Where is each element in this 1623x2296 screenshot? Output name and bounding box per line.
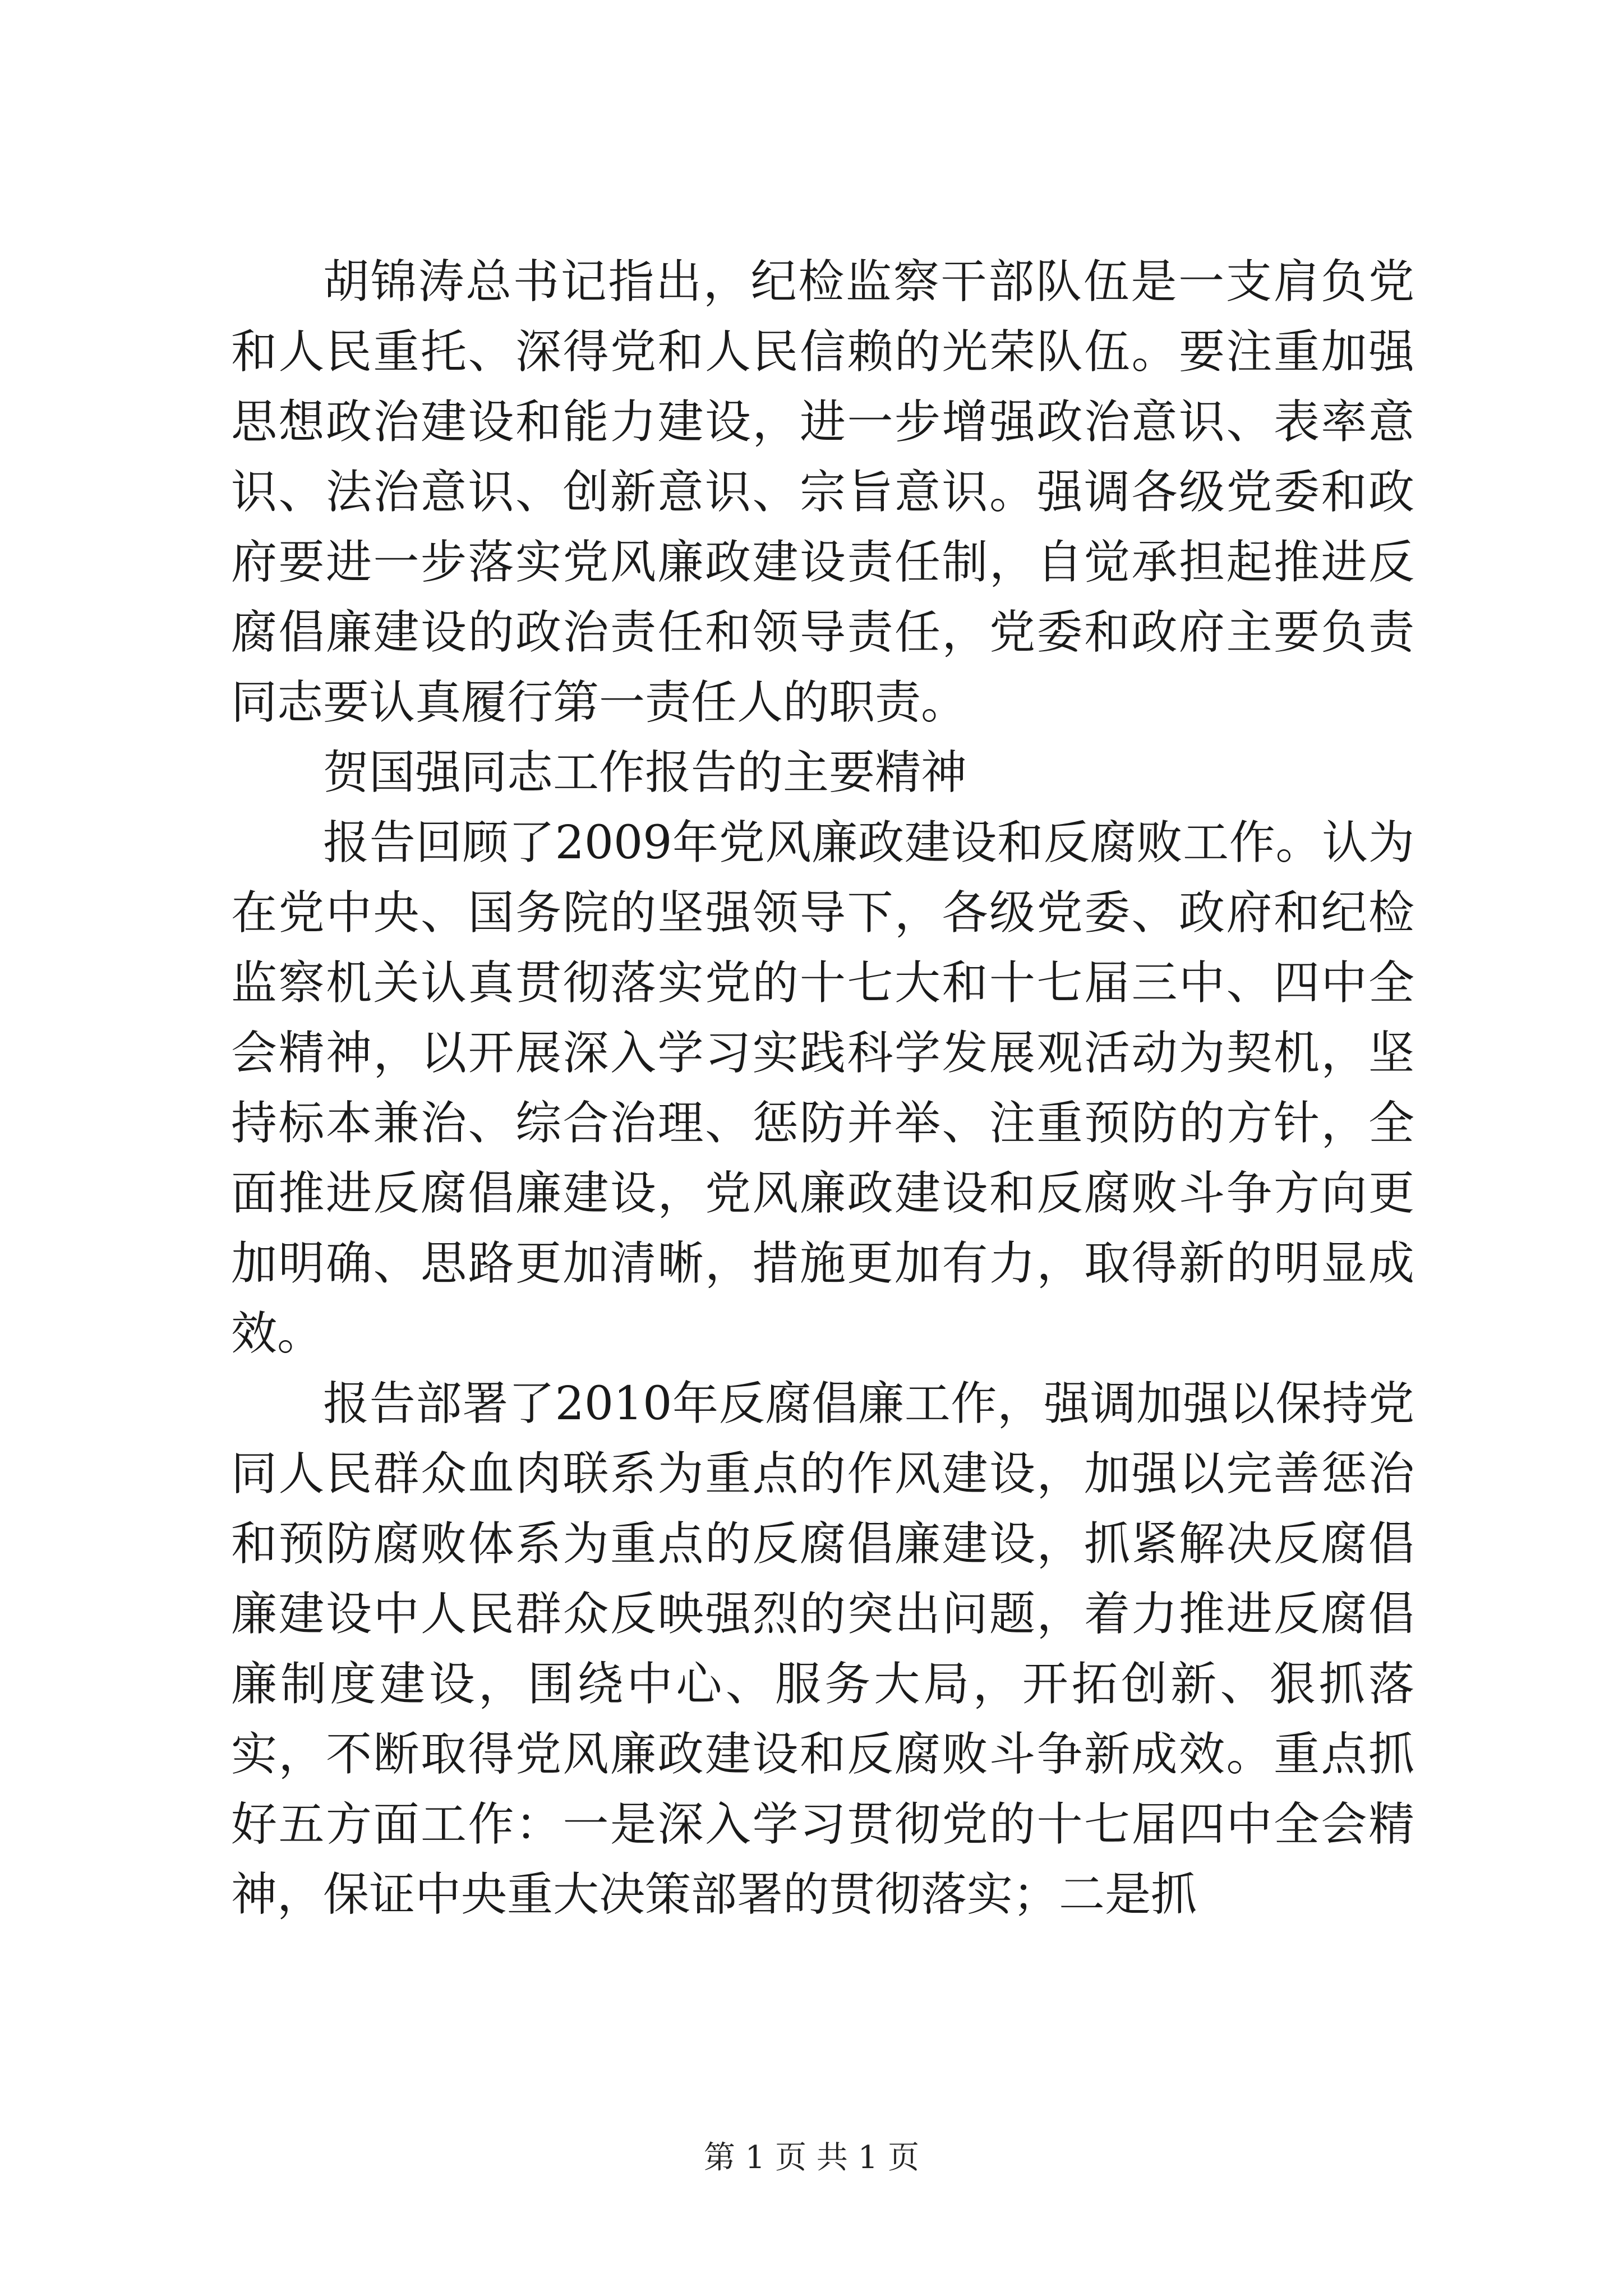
paragraph-report-plan-2010: 报告部署了2010年反腐倡廉工作，强调加强以保持党同人民群众血肉联系为重点的作风建设，加强以完善惩治和预防腐败体系为重点的反腐倡廉建设，抓紧解决反腐倡廉建设中人民群众反映强烈的突出问题，着力推进反腐倡廉制度建设，围绕中心、服务大局，开拓创新、狠抓落实，不断取得党风廉政建设和反腐败斗争新成效。重点抓好五方面工作：一是深入学习贯彻党的十七届四中全会精神，保证中央重大决策部署的贯彻落实；二是抓 <box>231 1377 1414 1921</box>
paragraph-report-review-2009: 报告回顾了2009年党风廉政建设和反腐败工作。认为在党中央、国务院的坚强领导下，各级党委、政府和纪检监察机关认真贯彻落实党的十七大和十七届三中、四中全会精神，以开展深入学习实践科学发展观活动为契机，坚持标本兼治、综合治理、惩防并举、注重预防的方针，全面推进反腐倡廉建设，党风廉政建设和反腐败斗争方向更加明确、思路更加清晰，措施更加有力，取得新的明显成效。 <box>231 816 1414 1360</box>
document-body <box>231 247 1414 1930</box>
paragraph-hu-jintao-remarks: 胡锦涛总书记指出，纪检监察干部队伍是一支肩负党和人民重托、深得党和人民信赖的光荣队伍。要注重加强思想政治建设和能力建设，进一步增强政治意识、表率意识、法治意识、创新意识、宗旨意识。强调各级党委和政府要进一步落实党风廉政建设责任制，自觉承担起推进反腐倡廉建设的政治责任和领导责任，党委和政府主要负责同志要认真履行第一责任人的职责。 <box>231 255 1414 729</box>
page-footer: 第 1 页 共 1 页 <box>703 2139 920 2176</box>
paragraph-section-heading: 贺国强同志工作报告的主要精神 <box>323 746 967 799</box>
